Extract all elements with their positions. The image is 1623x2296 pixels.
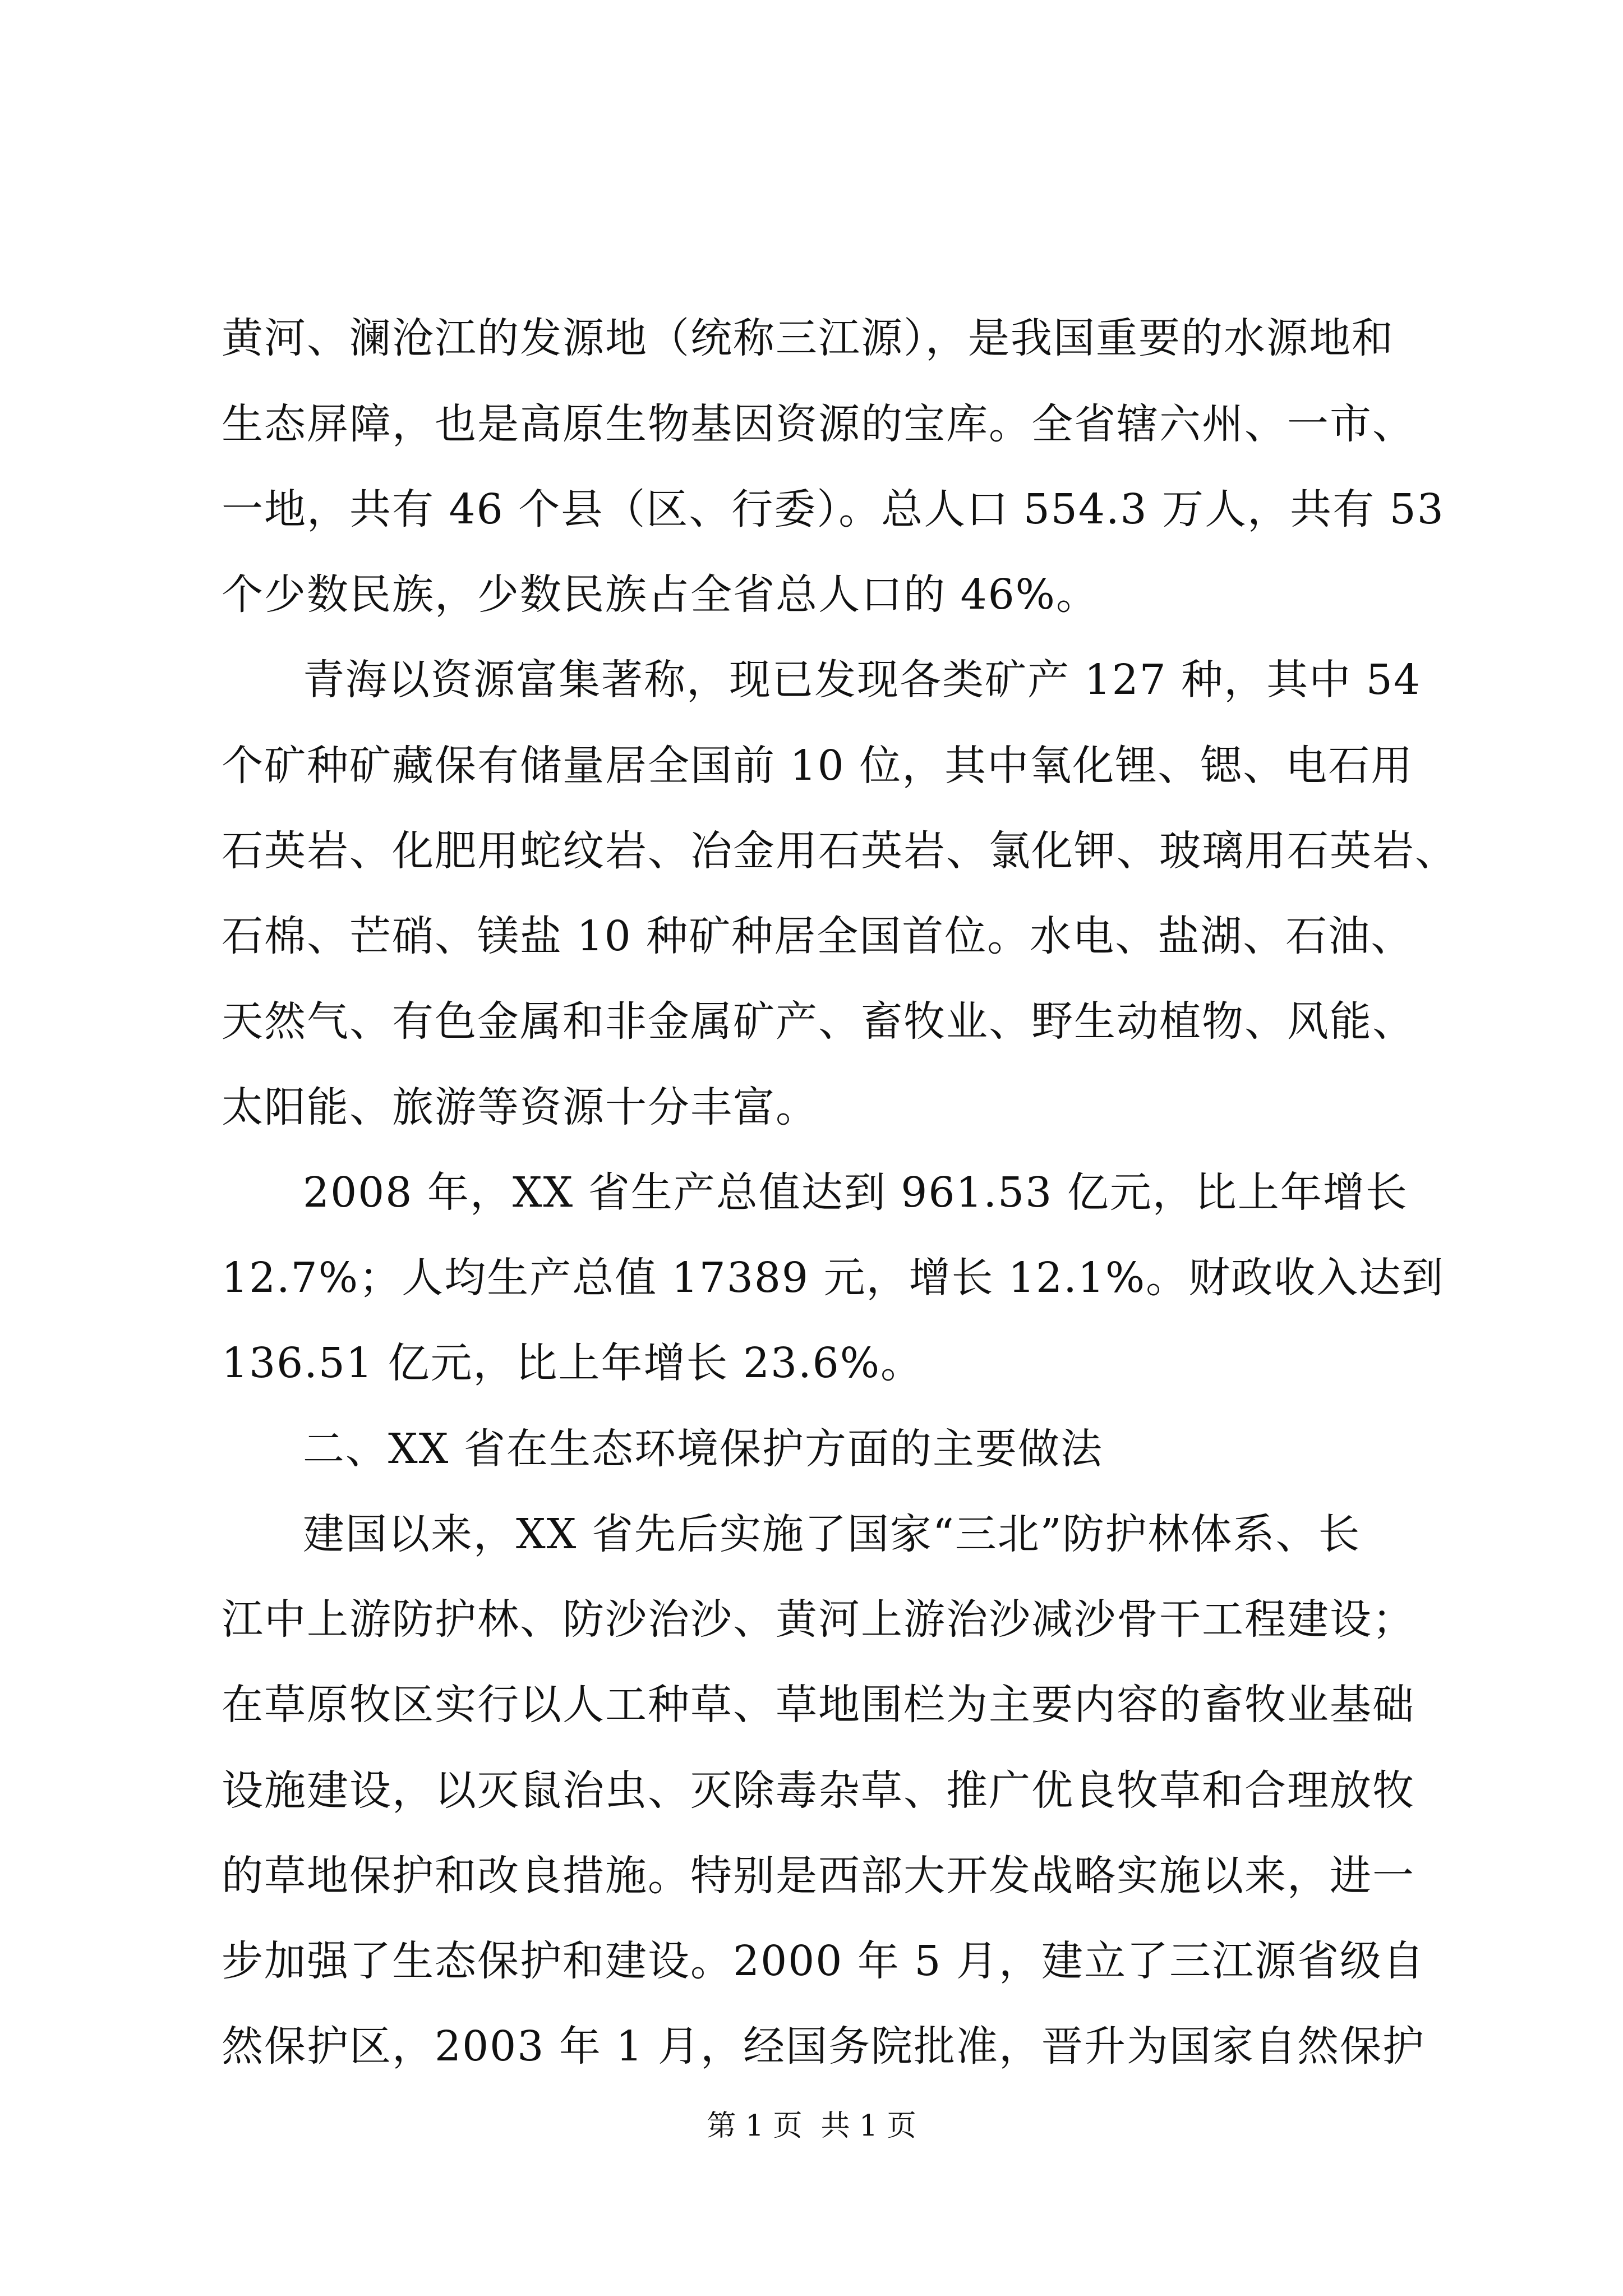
body-text-line: 然保护区，2003 年 1 月，经国务院批准，晋升为国家自然保护 bbox=[222, 2022, 1425, 2070]
body-text-line: 步加强了生态保护和建设。2000 年 5 月，建立了三江源省级自 bbox=[222, 1937, 1425, 1985]
body-text-line: 在草原牧区实行以人工种草、草地围栏为主要内容的畜牧业基础 bbox=[222, 1681, 1415, 1729]
body-text-line: 石英岩、化肥用蛇纹岩、冶金用石英岩、氯化钾、玻璃用石英岩、 bbox=[222, 827, 1458, 875]
body-text-line: 天然气、有色金属和非金属矿产、畜牧业、野生动植物、风能、 bbox=[222, 997, 1415, 1046]
body-text-line: 黄河、澜沧江的发源地（统称三江源），是我国重要的水源地和 bbox=[222, 314, 1394, 362]
section-heading: 二、XX 省在生态环境保护方面的主要做法 bbox=[303, 1425, 1103, 1473]
body-text-line: 一地，共有 46 个县（区、行委）。总人口 554.3 万人，共有 53 bbox=[222, 485, 1445, 533]
body-text-line: 太阳能、旅游等资源十分丰富。 bbox=[222, 1083, 818, 1131]
body-text-line: 136.51 亿元，比上年增长 23.6%。 bbox=[222, 1339, 924, 1387]
body-text-line: 12.7%；人均生产总值 17389 元，增长 12.1%。财政收入达到 bbox=[222, 1254, 1445, 1302]
body-text-line: 个矿种矿藏保有储量居全国前 10 位，其中氧化锂、锶、电石用 bbox=[222, 742, 1414, 790]
page-number-footer: 第 1 页 共 1 页 bbox=[707, 2109, 916, 2143]
body-text-line: 青海以资源富集著称，现已发现各类矿产 127 种，其中 54 bbox=[303, 656, 1421, 704]
body-text-line: 设施建设，以灭鼠治虫、灭除毒杂草、推广优良牧草和合理放牧 bbox=[222, 1766, 1415, 1815]
body-text-line: 江中上游防护林、防沙治沙、黄河上游治沙减沙骨干工程建设； bbox=[222, 1595, 1415, 1644]
body-text-line: 生态屏障，也是高原生物基因资源的宝库。全省辖六州、一市、 bbox=[222, 400, 1415, 448]
body-text-line: 建国以来，XX 省先后实施了国家“三北”防护林体系、长 bbox=[303, 1510, 1361, 1558]
body-text-line: 的草地保护和改良措施。特别是西部大开发战略实施以来，进一 bbox=[222, 1852, 1415, 1900]
body-text-line: 石棉、芒硝、镁盐 10 种矿种居全国首位。水电、盐湖、石油、 bbox=[222, 912, 1414, 960]
body-text-line: 2008 年，XX 省生产总值达到 961.53 亿元，比上年增长 bbox=[303, 1168, 1408, 1217]
body-text-line: 个少数民族，少数民族占全省总人口的 46%。 bbox=[222, 570, 1099, 619]
